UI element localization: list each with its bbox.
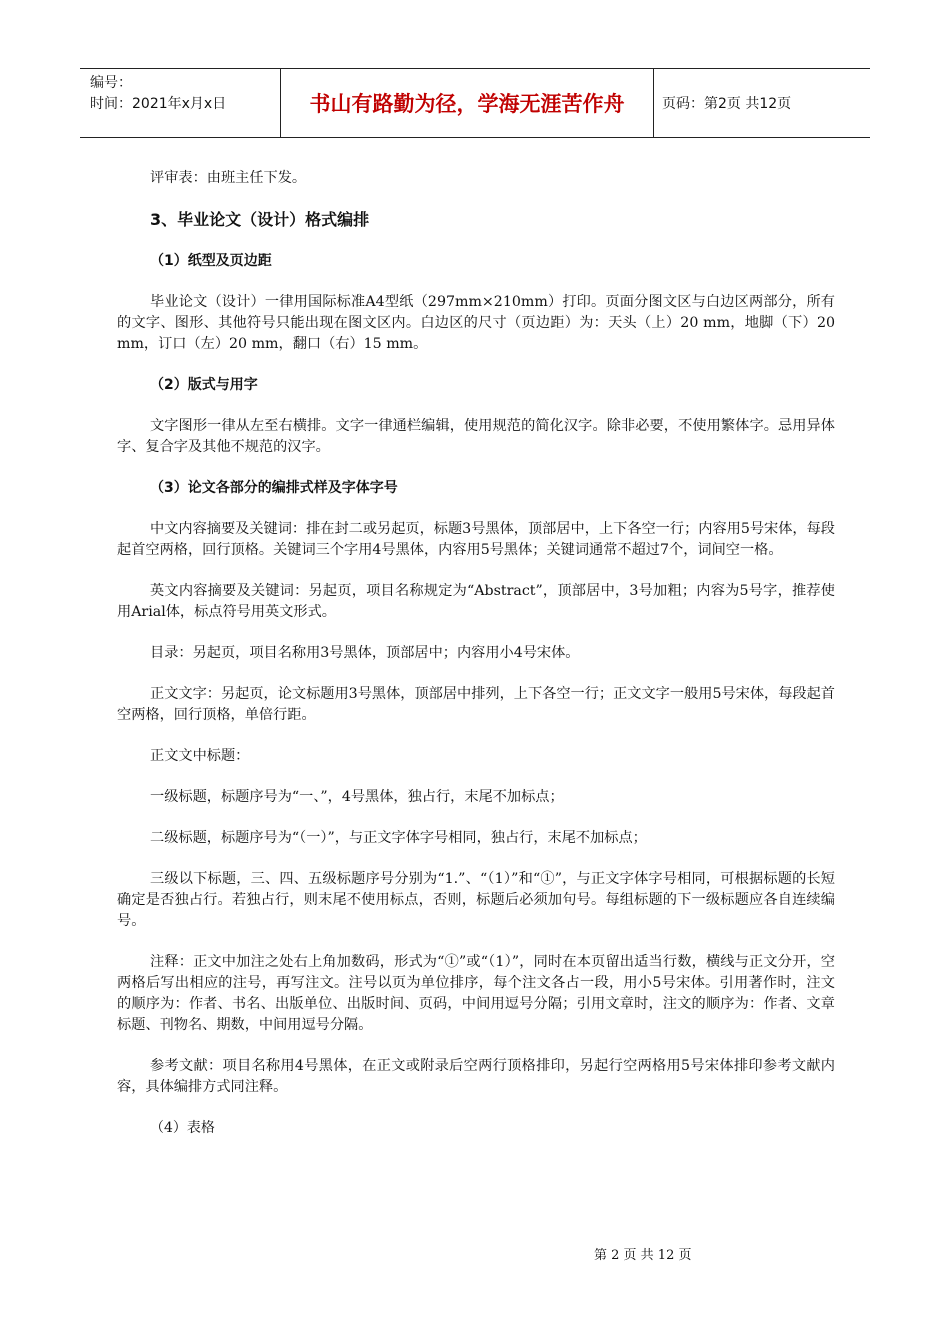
paragraph-references: 参考文献：项目名称用4号黑体，在正文或附录后空两行顶格排印，另起行空两格用5号宋体排印参考文献内容，具体编排方式同注释。 — [117, 1058, 835, 1095]
page-footer: 第 2 页 共 12 页 — [594, 1248, 692, 1263]
paragraph-level1-heading: 一级标题，标题序号为“一、”，4号黑体，独占行，末尾不加标点； — [150, 789, 564, 805]
paragraph-english-abstract: 英文内容摘要及关键词：另起页，项目名称规定为“Abstract”，顶部居中，3号加粗；内容为5号字，推荐使用Arial体，标点符号用英文形式。 — [117, 583, 835, 620]
paragraph-level2-heading: 二级标题，标题序号为“（一）”，与正文字体字号相同，独占行，末尾不加标点； — [150, 830, 647, 846]
paragraph-layout-characters: 文字图形一律从左至右横排。文字一律通栏编辑，使用规范的简化汉字。除非必要，不使用繁体字。忌用异体字、复合字及其他不规范的汉字。 — [117, 418, 835, 455]
page-header — [80, 68, 870, 138]
section-heading-format: 3、毕业论文（设计）格式编排 — [150, 210, 370, 229]
header-motto: 书山有路勤为径，学海无涯苦作舟 — [281, 69, 654, 137]
paragraph-paper-margins: 毕业论文（设计）一律用国际标准A4型纸（297mm×210mm）打印。页面分图文区与白边区两部分，所有的文字、图形、其他符号只能出现在图文区内。白边区的尺寸（页边距）为：天头（上）20 mm，地脚（下）20 mm，订口（左）20 mm，翻口（右）15 mm。 — [117, 294, 835, 352]
paragraph-notes: 注释：正文中加注之处右上角加数码，形式为“①”或“（1）”，同时在本页留出适当行数，横线与正文分开，空两格后写出相应的注号，再写注文。注号以页为单位排序，每个注文各占一段，用小5号宋体。引用著作时，注文的顺序为：作者、书名、出版单位、出版时间、页码，中间用逗号分隔；引用文章时，注文的顺序为：作者、文章标题、刊物名、期数，中间用逗号分隔。 — [117, 954, 835, 1033]
document-date: 时间：2021年x月x日 — [90, 96, 227, 112]
subheading-section-fonts: （3）论文各部分的编排式样及字体字号 — [150, 480, 398, 496]
subheading-paper-margins: （1）纸型及页边距 — [150, 253, 272, 269]
header-page-info: 页码：第2页 共12页 — [662, 96, 792, 112]
paragraph-review-form: 评审表：由班主任下发。 — [150, 170, 307, 186]
header-meta — [80, 69, 281, 137]
document-body — [117, 168, 835, 1159]
paragraph-table-of-contents: 目录：另起页，项目名称用3号黑体，顶部居中；内容用小4号宋体。 — [150, 645, 580, 661]
paragraph-body-headings: 正文文中标题： — [150, 748, 250, 764]
subheading-layout-characters: （2）版式与用字 — [150, 377, 258, 393]
paragraph-body-text: 正文文字：另起页，论文标题用3号黑体，顶部居中排列，上下各空一行；正文文字一般用5号宋体，每段起首空两格，回行顶格，单倍行距。 — [117, 686, 835, 723]
paragraph-chinese-abstract: 中文内容摘要及关键词：排在封二或另起页，标题3号黑体，顶部居中，上下各空一行；内容用5号宋体，每段起首空两格，回行顶格。关键词三个字用4号黑体，内容用5号黑体；关键词通常不超过7个，词间空一格。 — [117, 521, 835, 558]
paragraph-level3-heading: 三级以下标题，三、四、五级标题序号分别为“1.”、“（1）”和“①”，与正文字体字号相同，可根据标题的长短确定是否独占行。若独占行，则末尾不使用标点，否则，标题后必须加句号。每组标题的下一级标题应各自连续编号。 — [117, 871, 835, 929]
document-number-label: 编号： — [90, 75, 132, 91]
subheading-tables: （4）表格 — [150, 1120, 215, 1136]
